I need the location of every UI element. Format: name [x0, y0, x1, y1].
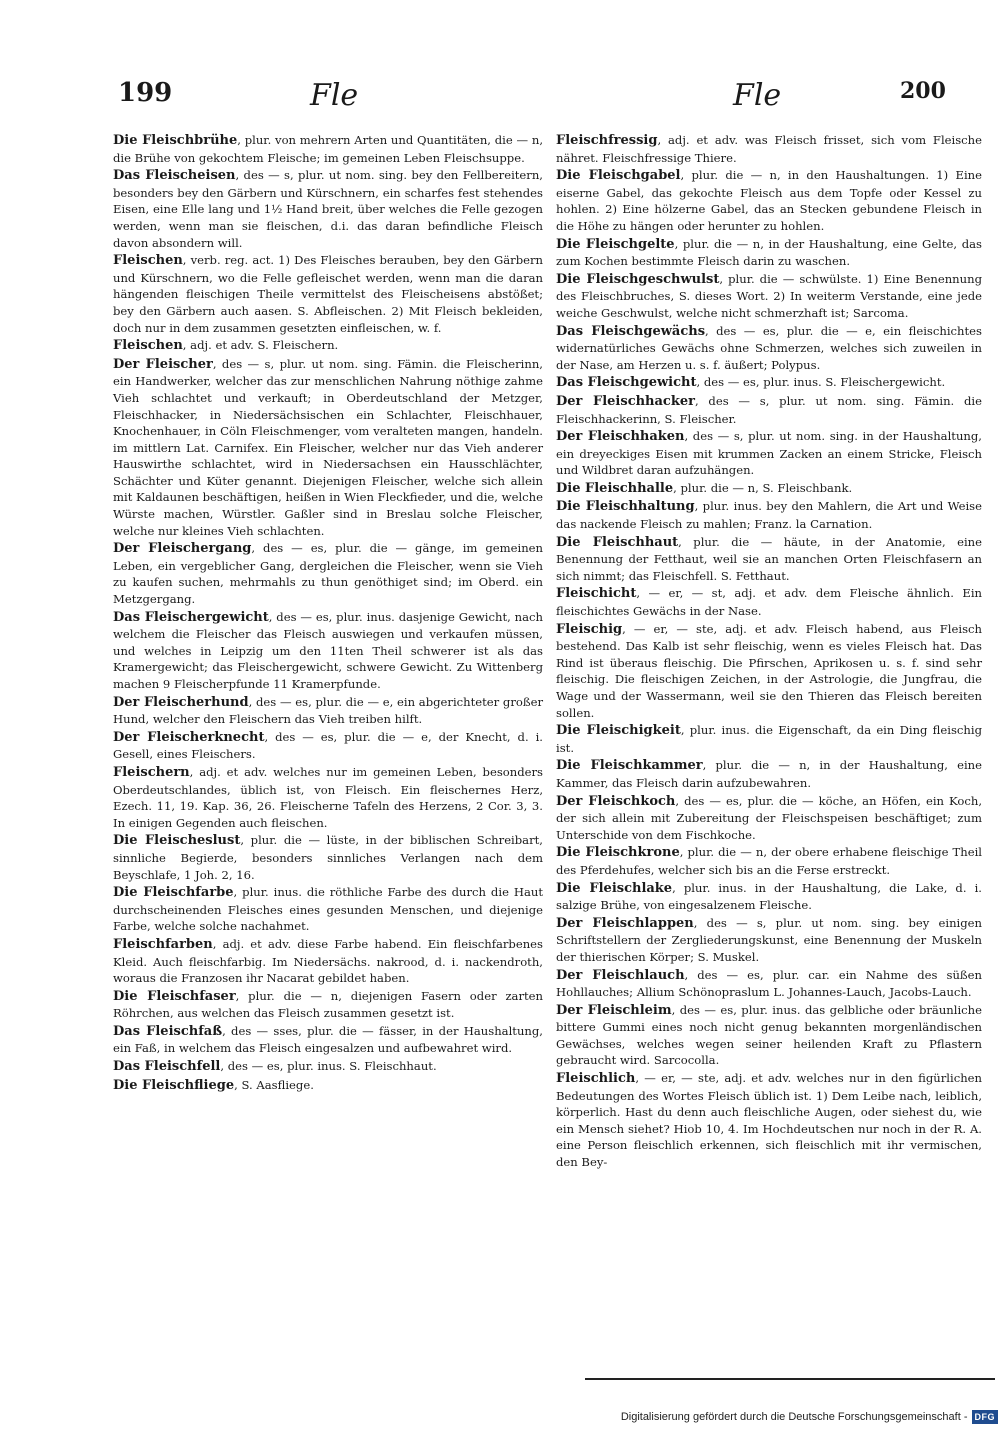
dictionary-entry — [113, 694, 543, 728]
definition: , plur. die — n, der obere erhabene fleischige Theil des Pferdehufes, welcher sich bis an die Ferse erstreckt. — [556, 845, 983, 877]
definition: , des — es, plur. die — gänge, im gemeinen Leben, ein vergeblicher Gang, dergleichen die Fleischer, wenn sie Vieh zu kaufen suchen, mehrmahls zu thun genöthiget sind; im Oberd. ein Metzgergang. — [113, 541, 543, 607]
definition: , des — sses, plur. die — fässer, in der Haushaltung, ein Faß, in welchem das Fleisch eingesalzen und aufbewahret wird. — [113, 1023, 543, 1056]
headword: Fleischen — [113, 338, 183, 354]
headword: Der Fleischkoch — [556, 793, 676, 809]
dictionary-entry — [113, 936, 543, 987]
headword: Die Fleischlake — [556, 880, 673, 896]
definition: , adj. et adv. welches nur im gemeinen Leben, besonders Oberdeutschlandes, üblich ist, von Fleisch. Ein fleischernes Herz, Ezech. 11, 19. Kap. 36, 26. Fleischerne Tafeln des Herzens, 2 Cor. 3, 3. In einigen Gegenden auch fleischen. — [113, 764, 543, 830]
headword: Das Fleischeisen — [113, 168, 236, 184]
definition: , adj. et adv. was Fleisch frisset, sich vom Fleische nähret. Fleischfressige Thiere. — [556, 133, 982, 165]
definition: , plur. inus. in der Haushaltung, die Lake, d. i. salzige Brühe, von eingesalzenem Fleische. — [556, 880, 982, 913]
definition: , plur. die — n, in der Haushaltung, eine Gelte, das zum Kochen bestimmte Fleisch darin zu waschen. — [556, 236, 982, 269]
headword: Die Fleischbrühe — [113, 133, 238, 148]
dictionary-entry — [113, 356, 543, 540]
headword: Der Fleischlappen — [556, 915, 694, 931]
dictionary-entry — [556, 722, 982, 756]
dictionary-entry — [556, 757, 982, 791]
headword: Der Fleischhacker — [556, 393, 695, 409]
definition: , des — s, plur. ut nom. sing. in der Haushaltung, ein dreyeckiges Eisen mit krummen Zacken an einem Stricke, Fleisch und Wildbret daran aufzuhängen. — [556, 429, 982, 478]
headword: Fleischern — [113, 764, 190, 780]
definition: , plur. inus. die röthliche Farbe des durch die Haut durchscheinenden Fleisches eines gesunden Menschen, und diejenige Farbe, welche solche nachahmet. — [113, 885, 543, 934]
headword: Der Fleischergang — [113, 541, 252, 557]
definition: , des — es, plur. inus. dasjenige Gewicht, nach welchem die Fleischer das Fleisch auswiegen und verkaufen müssen, und welches in Leipzig um den 11ten Theil schwerer ist als das Kramergewicht; das Fleischergewicht, schwere Gewicht. Zu Wittenberg machen 9 Fleischerpfunde 11 Kramerpfunde. — [113, 609, 543, 691]
definition: , des — es, plur. inus. S. Fleischergewicht. — [696, 375, 946, 390]
definition: , plur. von mehrern Arten und Quantitäten, die — n, die Brühe von gekochtem Fleische; im gemeinen Leben Fleischsuppe. — [113, 133, 544, 165]
dictionary-entry — [113, 167, 543, 251]
definition: , — er, — ste, adj. et adv. welches nur in den figürlichen Bedeutungen des Wortes Fleisch üblich ist. 1) Dem Leibe nach, leiblich, körperlich. Hast du denn auch fleischliche Augen, oder siehest du, wie ein Mensch siehet? Hiob 10, 4. Im Hochdeutschen nur noch in der R. A. eine Person fleischlich erkennen, sich fleischlich mit ihr vermischen, den Bey- — [556, 1071, 982, 1170]
definition: , plur. die — n, in den Haushaltungen. 1) Eine eiserne Gabel, das gekochte Fleisch aus dem Topfe oder Kessel zu hohlen. 2) Eine hölzerne Gabel, das an Stecken gebundene Fleisch in die Höhe zu hängen oder herunter zu hohlen. — [556, 168, 982, 233]
left-column — [113, 132, 543, 1095]
dictionary-entry — [113, 1023, 543, 1057]
headword: Die Fleischhalle — [556, 480, 674, 496]
definition: , adj. et adv. S. Fleischern. — [182, 338, 339, 353]
headword: Fleischen — [113, 253, 183, 269]
dictionary-entry — [113, 337, 543, 355]
definition: , verb. reg. act. 1) Des Fleisches berauben, bey den Gärbern und Kürschnern, wo die Felle gefleischet werden, wenn man die daran hängenden fleischigen Theile vermittelst des Fleischeisens abstößet; bey den Gärbern auch aasen. S. Abfleischen. 2) Mit Fleisch bekleiden, doch nur in dem zusammen gesetzten einfleischen, w. f. — [113, 253, 543, 335]
headword: Die Fleischkrone — [556, 845, 680, 861]
dictionary-entry — [113, 1077, 543, 1095]
headword: Die Fleischfliege — [113, 1077, 235, 1093]
dictionary-entry — [113, 540, 543, 607]
credit-text: Digitalisierung gefördert durch die Deutsche Forschungsgemeinschaft - — [620, 1411, 968, 1423]
headword: Die Fleischigkeit — [556, 723, 681, 739]
definition: , des — es, plur. die — e, der Knecht, d. i. Gesell, eines Fleischers. — [113, 729, 543, 762]
page-number-left: 199 — [118, 78, 173, 108]
dictionary-entry — [556, 844, 982, 878]
definition: , adj. et adv. diese Farbe habend. Ein fleischfarbenes Kleid. Auch fleischfarbig. Im Niedersächs. nakrood, d. i. nackendroth, woraus die Franzosen ihr Nacarat gebildet haben. — [113, 936, 543, 986]
definition: , S. Aasfliege. — [234, 1077, 314, 1092]
dictionary-entry — [556, 271, 982, 322]
dictionary-entry — [556, 534, 982, 585]
page-number-right: 200 — [900, 78, 946, 104]
headword: Fleischlich — [556, 1071, 636, 1087]
running-head-left: Fle — [310, 78, 359, 113]
headword: Fleischfarben — [113, 936, 213, 952]
headword: Der Fleischleim — [556, 1002, 672, 1018]
dictionary-entry — [556, 793, 982, 844]
dictionary-entry — [113, 1058, 543, 1076]
dictionary-entry — [556, 498, 982, 532]
headword: Fleischfressig — [556, 133, 658, 148]
definition: , des — es, plur. die — köche, an Höfen, ein Koch, der sich allein mit Zubereitung der Fleischspeisen beschäftiget; zum Unterschide von dem Fischkoche. — [556, 793, 983, 842]
definition: , des — s, plur. ut nom. sing. bey den Fellbereitern, besonders bey den Gärbern und Kürschnern, ein scharfes fest stehendes Eisen, eine Elle lang und 1½ Hand breit, über welches die Felle gezogen werden, wenn man sie fleischen, d.i. das daran befindliche Fleisch davon absondern will. — [113, 168, 543, 250]
headword: Der Fleischer — [113, 356, 213, 372]
headword: Die Fleischfaser — [113, 988, 236, 1004]
definition: , plur. inus. die Eigenschaft, da ein Ding fleischig ist. — [556, 723, 983, 755]
headword: Das Fleischgewicht — [556, 375, 697, 391]
dictionary-entry — [556, 967, 982, 1001]
headword: Die Fleischgabel — [556, 168, 681, 184]
definition: , plur. die — n, diejenigen Fasern oder zarten Röhrchen, aus welchen das Fleisch zusammen gesetzt ist. — [113, 988, 543, 1021]
digitization-credit — [578, 1408, 998, 1426]
dictionary-entry — [556, 621, 982, 722]
definition: , plur. die — häute, in der Anatomie, eine Benennung der Fetthaut, weil sie an manchen Orten Fleischfasern an sich nimmt; das Fleischfell. S. Fetthaut. — [556, 534, 983, 583]
definition: , — er, — st, adj. et adv. dem Fleische ähnlich. Ein fleischichtes Gewächs in der Nase. — [556, 586, 982, 619]
dictionary-entry — [113, 764, 543, 831]
headword: Die Fleischeslust — [113, 833, 241, 849]
definition: , plur. die — n, S. Fleischbank. — [673, 480, 853, 495]
headword: Die Fleischgelte — [556, 236, 675, 252]
definition: , des — s, plur. ut nom. sing. Fämin. die Fleischerinn, ein Handwerker, welcher das zur menschlichen Nahrung nöthige zahme Vieh schlachtet und verkauft; in Oberdeutschland der Metzger, Fleischhacker, in Niedersächsischen ein Schlachter, Fleischhauer, Knochenhauer, in Cöln Fleischmenger, vom veralteten mangen, handeln. im mittlern Lat. Carnifex. Ein Fleischer, welcher nur das Vieh anderer Hauswirthe schlachtet, wird in Niedersachsen ein Hausschlächter, Schächter und Küter genannt. Diejenigen Fleischer, welche sich allein mit Kaldaunen beschäftigen, heißen in Wien Fleckfieder, und die, welche Würste machen, Würstler. Gaßler sind in Breslau solche Fleischer, welche nur kleines Vieh schlachten. — [113, 356, 543, 538]
headword: Die Fleischgeschwulst — [556, 271, 720, 287]
dictionary-entry — [556, 393, 982, 427]
headword: Das Fleischgewächs — [556, 323, 706, 339]
headword: Die Fleischhaut — [556, 534, 679, 550]
dfg-logo: DFG — [972, 1410, 999, 1424]
dictionary-entry — [556, 167, 982, 234]
headword: Das Fleischfell — [113, 1059, 221, 1075]
dictionary-entry — [113, 729, 543, 763]
definition: , des — es, plur. die — e, ein abgerichteter großer Hund, welcher den Fleischern das Vieh treiben hilft. — [113, 694, 543, 727]
dictionary-entry — [556, 132, 982, 166]
definition: , des — es, plur. die — e, ein fleischichtes widernatürliches Gewächs ohne Schmerzen, welches sich zuweilen in der Nase, am Herzen u. s. f. äußert; Polypus. — [556, 323, 982, 372]
dictionary-entry — [556, 323, 982, 374]
definition: , des — es, plur. inus. S. Fleischhaut. — [220, 1059, 437, 1074]
headword: Die Fleischkammer — [556, 758, 703, 774]
headword: Der Fleischhaken — [556, 429, 685, 445]
definition: , des — es, plur. car. ein Nahme des süßen Hohllauches; Allium Schönopraslum L. Johannes-Lauch, Jacobs-Lauch. — [556, 967, 982, 1000]
definition: , des — es, plur. inus. das gelbliche oder bräunliche bittere Gummi eines noch nicht genug bekannten morgenländischen Gewächses, welches wegen seiner heilenden Kraft zu Pflastern gebraucht wird. Sarcocolla. — [556, 1002, 982, 1068]
dictionary-entry — [556, 374, 982, 392]
dictionary-entry — [556, 236, 982, 270]
headword: Der Fleischerknecht — [113, 729, 265, 745]
definition: , plur. inus. bey den Mahlern, die Art und Weise das nackende Fleisch zu mahlen; Franz. la Carnation. — [556, 499, 982, 532]
dictionary-entry — [556, 480, 982, 498]
definition: , des — s, plur. ut nom. sing. Fämin. die Fleischhackerinn, S. Fleischer. — [556, 393, 982, 426]
definition: , plur. die — n, in der Haushaltung, eine Kammer, das Fleisch darin aufzubewahren. — [556, 758, 983, 790]
dictionary-entry — [556, 1070, 982, 1171]
dictionary-entry — [113, 988, 543, 1022]
dictionary-entry — [556, 428, 982, 479]
headword: Fleischig — [556, 621, 623, 637]
footer-rule — [585, 1378, 995, 1380]
dictionary-entry — [113, 252, 543, 336]
dictionary-entry — [556, 915, 982, 966]
headword: Fleischicht — [556, 586, 637, 602]
headword: Der Fleischlauch — [556, 967, 685, 983]
dictionary-entry — [113, 884, 543, 935]
headword: Das Fleischfaß — [113, 1023, 223, 1039]
running-head-right: Fle — [733, 78, 782, 113]
dictionary-entry — [556, 880, 982, 914]
dictionary-entry — [556, 1002, 982, 1069]
dictionary-entry — [113, 132, 543, 166]
dictionary-entry — [556, 585, 982, 619]
definition: , des — s, plur. ut nom. sing. bey einigen Schriftstellern der Zergliederungskunst, eine Benennung der Muskeln der thierischen Körper; S. Muskel. — [556, 915, 982, 964]
headword: Der Fleischerhund — [113, 694, 249, 710]
dictionary-entry — [113, 832, 543, 883]
headword: Das Fleischergewicht — [113, 609, 269, 625]
headword: Die Fleischfarbe — [113, 885, 234, 901]
dictionary-entry — [113, 609, 543, 693]
headword: Die Fleischhaltung — [556, 499, 695, 515]
definition: , — er, — ste, adj. et adv. Fleisch habend, aus Fleisch bestehend. Das Kalb ist sehr fleischig, wenn es vieles Fleisch hat. Das Rind ist überaus fleischig. Die Pfirschen, Aprikosen u. s. f. sind sehr fleischig. Die fleischigen Zeichen, in der Astrologie, die Jungfrau, die Wage und der Wassermann, weil sie den Thieren das Fleisch bereiten sollen. — [556, 621, 982, 720]
definition: , plur. die — schwülste. 1) Eine Benennung des Fleischbruches, S. dieses Wort. 2) In weiterm Verstande, eine jede weiche Geschwulst, welche nicht schmerzhaft ist; Sarcoma. — [556, 271, 982, 320]
definition: , plur. die — lüste, in der biblischen Schreibart, sinnliche Begierde, besonders sinnliches Verlangen nach dem Beyschlafe, 1 Joh. 2, 16. — [113, 833, 543, 882]
right-column — [556, 132, 982, 1172]
